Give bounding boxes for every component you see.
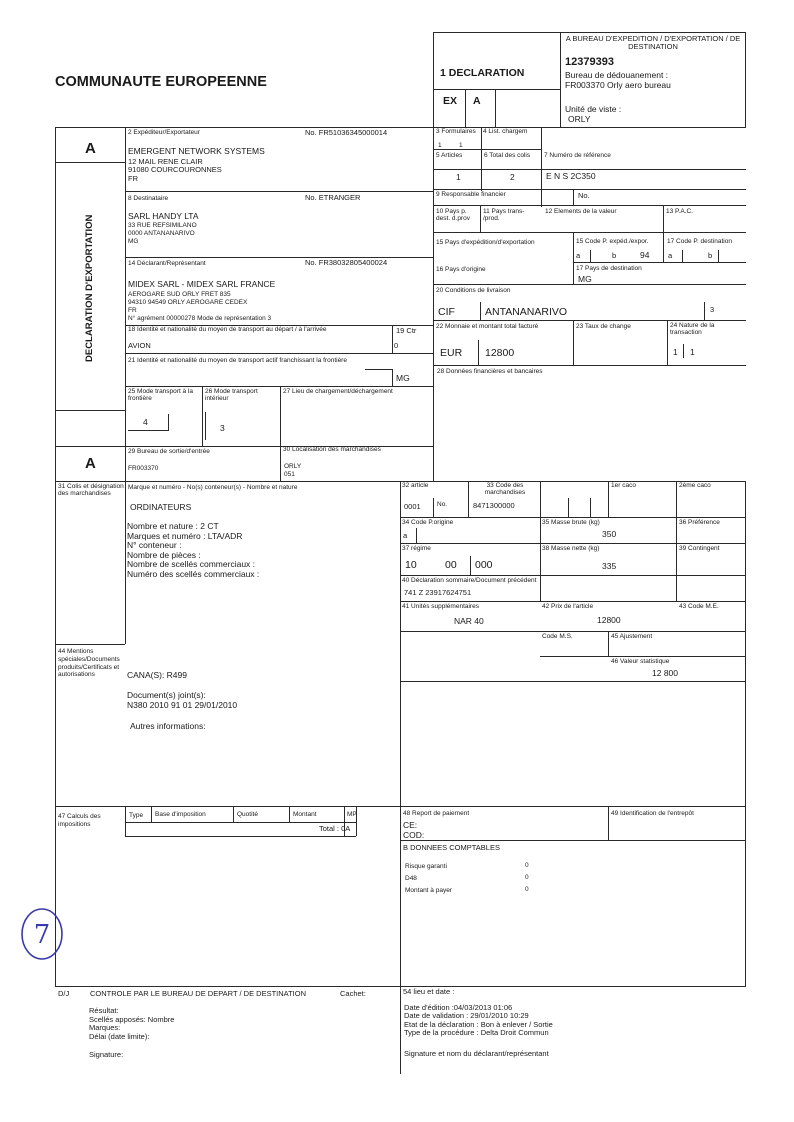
box44-cana: CANA(S): R499 (127, 670, 187, 680)
box20-label: 20 Conditions de livraison (436, 287, 511, 294)
box3-v1: 1 (438, 142, 442, 149)
box24-label: 24 Nature de la transaction (670, 322, 715, 336)
box11-label: 11 Pays trans- /prod. (483, 208, 525, 222)
box8-address: 33 RUE REFSIMILANO 0000 ANTANANARIVO MG (128, 222, 197, 246)
box48-ce: CE: (403, 820, 418, 830)
box30-label: 30 Localisation des marchandises (283, 446, 381, 453)
marks-label: Marque et numéro - No(s) conteneur(s) - Nombre et nature (128, 484, 298, 491)
box18-label: 18 Identité et nationalité du moyen de transport au départ / à l'arrivée (128, 326, 327, 333)
box7-value: E N S 2C350 (546, 171, 596, 181)
unite-label: Unité de viste : (565, 104, 622, 114)
box43-label: 43 Code M.E. (679, 603, 719, 610)
box37-label: 37 régime (402, 545, 431, 552)
caco1-label: 1er caco (611, 482, 636, 489)
box2-address: 12 MAIL RENE CLAIR 91080 COURCOURONNES FR (128, 157, 222, 183)
box40-label: 40 Déclaration sommaire/Document précédent (402, 577, 537, 584)
controle-label: CONTROLE PAR LE BUREAU DE DEPART / DE DESTINATION (90, 989, 307, 998)
box17-value: MG (578, 274, 592, 284)
box54-signature: Signature et nom du déclarant/représentant (404, 1049, 549, 1058)
box10-label: 10 Pays p. dest. d.prov (436, 208, 470, 222)
box32-no: No. (437, 501, 448, 508)
risque-value: 0 (525, 862, 529, 869)
box7-label: 7 Numéro de référence (544, 152, 611, 159)
cachet-label: Cachet: (340, 989, 366, 998)
box14-name: MIDEX SARL - MIDEX SARL FRANCE (128, 279, 276, 289)
signature-label: Signature: (89, 1050, 124, 1059)
box12-label: 12 Elements de la valeur (545, 208, 617, 215)
caco2-label: 2ème caco (679, 482, 711, 489)
dj-label: D/J (58, 989, 70, 998)
col-mp: MP (347, 811, 357, 818)
box17-a: a (668, 251, 673, 260)
box25-label: 25 Mode transport à la frontière (128, 388, 194, 402)
box29-value: FR003370 (128, 465, 159, 472)
box44-autres: Autres informations: (130, 721, 206, 731)
box37-v3: 000 (475, 559, 493, 571)
box24-v1: 1 (673, 347, 678, 357)
box17-label: 17 Pays de destination (576, 265, 642, 272)
box37-v2: 00 (445, 559, 457, 571)
box22-currency: EUR (440, 347, 463, 359)
montant-value: 0 (525, 886, 529, 893)
box44-docs: Document(s) joint(s): N380 2010 91 01 29/01/2010 (127, 690, 238, 710)
box48-cod: COD: (403, 830, 425, 840)
box35-label: 35 Masse brute (kg) (542, 519, 600, 526)
box9-no: No. (578, 191, 590, 200)
box30-value: ORLY 051 (284, 463, 302, 478)
box41-label: 41 Unités supplémentaires (402, 603, 479, 610)
box38-label: 38 Masse nette (kg) (542, 545, 600, 552)
box37-v1: 10 (405, 559, 417, 571)
bureau-dedouanement: Bureau de dédouanement : FR003370 Orly aero bureau (565, 70, 671, 91)
box17-b: b (708, 251, 713, 260)
box27-label: 27 Lieu de chargement/déchargement (283, 388, 393, 395)
goods-description: ORDINATEURS (130, 502, 192, 512)
box13-label: 13 P.A.C. (666, 208, 693, 215)
box6-label: 6 Total des colis (484, 152, 531, 159)
box21-label: 21 Identité et nationalité du moyen de transport actif franchissant la frontière (128, 357, 347, 364)
box26-value: 3 (220, 423, 225, 433)
box3-label: 3 Formulaires (436, 128, 476, 135)
box24-v2: 1 (690, 347, 695, 357)
handwritten-circle-mark (18, 904, 66, 964)
box19-value: 0 (394, 341, 399, 350)
unite-value: ORLY (568, 114, 591, 124)
ref-number: 12379393 (565, 56, 614, 68)
box2-label: 2 Expéditeur/Exportateur (128, 129, 200, 136)
box44-label: 44 Mentions spéciales/Documents produits/Certificats et autorisations (58, 648, 120, 679)
box25-value: 4 (143, 417, 148, 427)
box33-label: 33 Code des marchandises (484, 482, 526, 496)
donnees-comptables-label: B DONNEES COMPTABLES (403, 843, 500, 852)
box15-value: 94 (640, 250, 650, 260)
form-title: COMMUNAUTE EUROPEENNE (55, 74, 267, 90)
box9-label: 9 Responsable financier (436, 191, 506, 198)
box22-label: 22 Monnaie et montant total facturé (436, 323, 539, 330)
box18-value: AVION (128, 341, 151, 350)
box19-label: 19 Ctr (396, 326, 417, 335)
risque-label: Risque garanti (405, 863, 447, 870)
box14-address: AEROGARE SUD ORLY FRET 835 94310 94549 ORLY AEROGARE CEDEX FR (128, 291, 248, 315)
box46-label: 46 Valeur statistique (611, 658, 670, 665)
code-ms-label: Code M.S. (542, 633, 573, 640)
d48-label: D48 (405, 875, 417, 882)
box2-name: EMERGENT NETWORK SYSTEMS (128, 146, 265, 156)
box4-label: 4 List. chargem (483, 128, 528, 135)
box8-name: SARL HANDY LTA (128, 211, 199, 221)
box15-code-label: 15 Code P. expéd./expor. (576, 238, 649, 245)
box39-label: 39 Contingent (679, 545, 720, 552)
box22-amount: 12800 (485, 347, 515, 359)
box41-value: NAR 40 (454, 616, 484, 626)
box14-no: No. FR38032805400024 (305, 258, 388, 267)
box26-label: 26 Mode transport intérieur (205, 388, 258, 402)
box3-v2: 1 (459, 142, 463, 149)
box29-label: 29 Bureau de sortie/d'entrée (128, 448, 210, 455)
bureau-label: A BUREAU D'EXPEDITION / D'EXPORTATION / DE DESTINATION (565, 34, 741, 51)
section-letter-a-bottom: A (85, 455, 96, 472)
box20-code: 3 (710, 305, 715, 314)
box21-value: MG (396, 373, 410, 383)
decl-type-2: A (473, 95, 481, 107)
box48-label: 48 Report de paiement (403, 810, 470, 817)
box34-a: a (403, 531, 408, 540)
box17-code-label: 17 Code P. destination (667, 238, 732, 245)
box47-total: Total : 0A (319, 824, 351, 833)
col-montant: Montant (293, 811, 317, 818)
box33-value: 8471300000 (473, 501, 515, 510)
box14-label: 14 Déclarant/Représentant (128, 260, 206, 267)
box46-value: 12 800 (652, 668, 678, 678)
box40-value: 741 Z 23917624751 (404, 588, 472, 597)
d48-value: 0 (525, 874, 529, 881)
box54-label: 54 lieu et date : (403, 987, 455, 996)
box5-value: 1 (456, 172, 461, 182)
col-base: Base d'imposition (155, 811, 206, 818)
box15-label: 15 Pays d'expédition/d'exportation (436, 239, 535, 246)
box49-label: 49 Identification de l'entrepôt (611, 810, 694, 817)
box6-value: 2 (510, 172, 515, 182)
box38-value: 335 (602, 561, 617, 571)
declaration-label: 1 DECLARATION (440, 67, 525, 79)
section-letter-a: A (85, 140, 96, 157)
box23-label: 23 Taux de change (576, 323, 631, 330)
box31-label: 31 Colis et désignation des marchandises (58, 483, 124, 497)
box16-label: 16 Pays d'origine (436, 266, 486, 273)
box34-label: 34 Code P.origine (402, 519, 454, 526)
col-type: Type (129, 812, 144, 819)
box35-value: 350 (602, 529, 617, 539)
box42-label: 42 Prix de l'article (542, 603, 594, 610)
box32-value: 0001 (404, 502, 421, 511)
box28-label: 28 Données financières et bancaires (437, 368, 543, 375)
box47-label: 47 Calculs des impositions (58, 813, 101, 828)
vertical-declaration-label: DECLARATION D'EXPORTATION (84, 214, 95, 362)
box15-a: a (576, 251, 581, 260)
montant-label: Montant à payer (405, 887, 452, 894)
box14-agrement: N° agrément 00000278 Mode de représentation 3 (128, 315, 272, 322)
box8-no: No. ETRANGER (305, 193, 361, 202)
box32-label: 32 article (402, 482, 429, 489)
box8-label: 8 Destinataire (128, 195, 169, 202)
box42-value: 12800 (597, 615, 621, 625)
decl-type-1: EX (443, 95, 458, 107)
handwritten-mark-text: 7 (33, 920, 51, 950)
box2-no: No. FR51036345000014 (305, 128, 388, 137)
goods-details: Nombre et nature : 2 CT Marques et numéro : LTA/ADR N° conteneur : Nombre de pièces : Nombre de scellés commerciaux : Numéro des scellés commerciaux : (127, 521, 260, 579)
box15-b: b (612, 251, 617, 260)
col-quotite: Quotité (237, 811, 258, 818)
resultat-block: Résultat: Scellés apposés: Nombre Marques: Délai (date limite): (89, 1006, 175, 1041)
box54-details: Date d'édition :04/03/2013 01:06 Date de validation : 29/01/2010 10:29 Etat de la déclaration : Bon à enlever / Sortie Type de la procédure : Delta Droit Commun (404, 1003, 553, 1038)
box5-label: 5 Articles (436, 152, 463, 159)
box45-label: 45 Ajustement (611, 633, 653, 640)
box20-place: ANTANANARIVO (485, 306, 568, 318)
box36-label: 36 Préférence (679, 519, 720, 526)
box20-incoterm: CIF (438, 306, 455, 318)
